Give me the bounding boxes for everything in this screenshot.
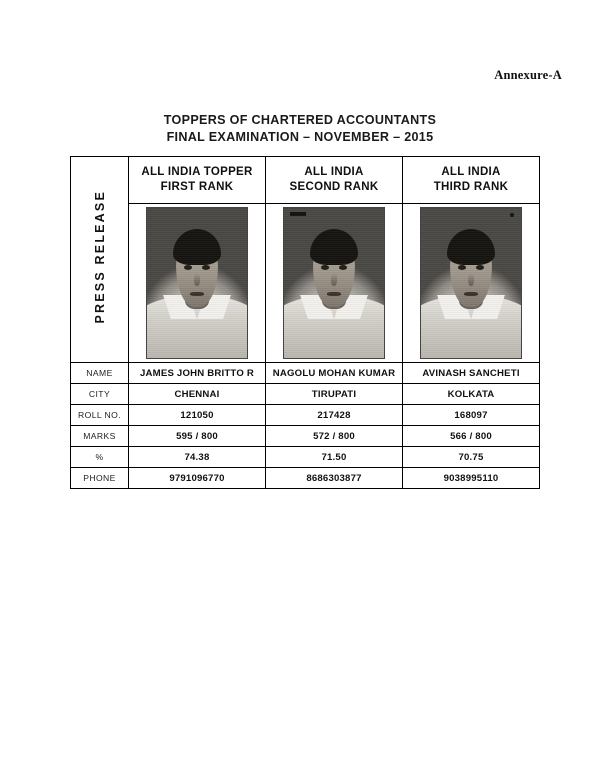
table-row <box>71 363 540 384</box>
cell-marks-first-rank: 595 / 800 <box>129 426 266 447</box>
cell-marks-third-rank: 566 / 800 <box>403 426 540 447</box>
table-header-row <box>71 157 540 204</box>
photo-cell-first-rank <box>129 204 266 363</box>
cell-percent-second-rank: 71.50 <box>266 447 403 468</box>
photo-cell-second-rank <box>266 204 403 363</box>
row-label-percent: % <box>71 447 129 468</box>
cell-city-third-rank: KOLKATA <box>403 384 540 405</box>
press-release-cell <box>71 157 129 363</box>
portrait-photo-first-rank <box>146 207 248 359</box>
cell-name-third-rank: AVINASH SANCHETI <box>403 363 540 384</box>
cell-city-first-rank: CHENNAI <box>129 384 266 405</box>
cell-name-second-rank: NAGOLU MOHAN KUMAR <box>266 363 403 384</box>
row-label-marks: MARKS <box>71 426 129 447</box>
cell-percent-first-rank: 74.38 <box>129 447 266 468</box>
portrait-photo-second-rank <box>283 207 385 359</box>
row-label-phone: PHONE <box>71 468 129 489</box>
title-line-1: TOPPERS OF CHARTERED ACCOUNTANTS <box>163 113 437 127</box>
cell-city-second-rank: TIRUPATI <box>266 384 403 405</box>
cell-marks-second-rank: 572 / 800 <box>266 426 403 447</box>
header-third-rank-line2: THIRD RANK <box>433 181 509 193</box>
cell-phone-first-rank: 9791096770 <box>129 468 266 489</box>
cell-percent-third-rank: 70.75 <box>403 447 540 468</box>
cell-roll-no-third-rank: 168097 <box>403 405 540 426</box>
table-row <box>71 468 540 489</box>
header-cell-first-rank <box>129 157 266 204</box>
header-second-rank-line1: ALL INDIA <box>304 166 364 178</box>
header-third-rank-line1: ALL INDIA <box>441 166 501 178</box>
header-first-rank-line2: FIRST RANK <box>160 181 234 193</box>
table-row <box>71 384 540 405</box>
row-label-city: CITY <box>71 384 129 405</box>
portrait-photo-third-rank <box>420 207 522 359</box>
cell-roll-no-second-rank: 217428 <box>266 405 403 426</box>
header-cell-second-rank <box>266 157 403 204</box>
press-release-label: PRESS RELEASE <box>92 190 107 324</box>
annexure-label: Annexure-A <box>494 68 562 82</box>
table-row <box>71 447 540 468</box>
cell-phone-second-rank: 8686303877 <box>266 468 403 489</box>
title-line-2: FINAL EXAMINATION – NOVEMBER – 2015 <box>166 130 434 144</box>
cell-phone-third-rank: 9038995110 <box>403 468 540 489</box>
header-second-rank-line2: SECOND RANK <box>289 181 379 193</box>
table-row <box>71 405 540 426</box>
photo-cell-third-rank <box>403 204 540 363</box>
row-label-roll-no: ROLL NO. <box>71 405 129 426</box>
cell-name-first-rank: JAMES JOHN BRITTO R <box>129 363 266 384</box>
toppers-table-wrap <box>70 156 540 489</box>
row-label-name: NAME <box>71 363 129 384</box>
table-row <box>71 426 540 447</box>
header-first-rank-line1: ALL INDIA TOPPER <box>141 166 253 178</box>
document-title <box>0 112 600 146</box>
header-cell-third-rank <box>403 157 540 204</box>
table-photo-row <box>71 204 540 363</box>
toppers-table <box>70 156 540 489</box>
cell-roll-no-first-rank: 121050 <box>129 405 266 426</box>
